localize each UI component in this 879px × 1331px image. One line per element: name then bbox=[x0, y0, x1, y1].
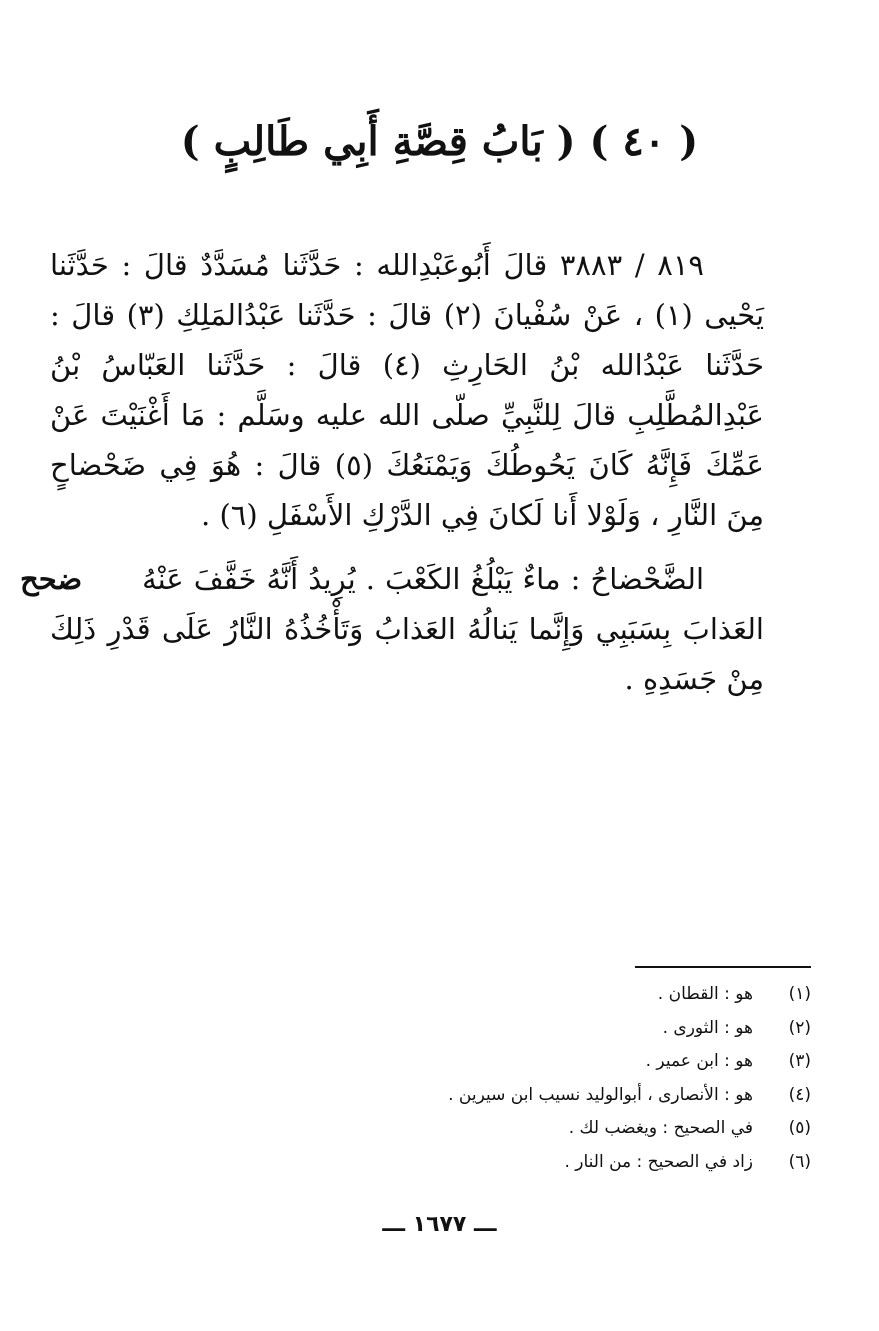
chapter-title: ( ٤٠ ) ( بَابُ قِصَّةِ أَبِي طَالِبٍ ) bbox=[180, 118, 699, 165]
footnote-number: (٥) bbox=[788, 1118, 811, 1138]
hadith-text: ٨١٩ / ٣٨٨٣ قالَ أَبُوعَبْدِالله : حَدَّثَنا مُسَدَّدٌ قالَ : حَدَّثَنا يَحْيى (١) ، عَنْ سُفْيانَ (٢) قالَ : حَدَّثَنا عَبْدُالمَلِكِ (٣) قالَ : حَدَّثَنا عَبْدُالله بْنُ الحَارِثِ (٤) قالَ : حَدَّثَنا العَبّاسُ بْنُ عَبْدِالمُطَّلِبِ قالَ لِلنَّبِيِّ صلّى الله عليه وسَلَّم : مَا أَغْنَيْتَ عَنْ عَمِّكَ فَإِنَّهُ كَانَ يَحُوطُكَ وَيَمْنَعُكَ (٥) قالَ : هُوَ فِي ضَحْضاحٍ مِنَ النَّارِ ، وَلَوْلا أَنا لَكانَ فِي الدَّرْكِ الأَسْفَلِ (٦) . bbox=[50, 248, 765, 532]
gloss-text: الضَّحْضاحُ : ماءٌ يَبْلُغُ الكَعْبَ . يُرِيدُ أَنَّهُ خَفَّفَ عَنْهُ العَذابَ بِسَبَبِي وَإِنَّما يَنالُهُ العَذابُ وَتَأْخُذُهُ النَّارُ عَلَى قَدْرِ ذَلِكَ مِنْ جَسَدِهِ . bbox=[50, 562, 764, 696]
gloss-paragraph bbox=[20, 554, 764, 704]
page-number: ـــ ١٦٧٧ ـــ bbox=[382, 1212, 497, 1237]
footnote-item bbox=[200, 1112, 811, 1146]
main-text bbox=[20, 240, 765, 704]
footnote-number: (٣) bbox=[788, 1051, 811, 1071]
footnote-text: زاد في الصحيح : من النار . bbox=[564, 1151, 753, 1172]
footnote-text: هو : الثورى . bbox=[662, 1017, 753, 1038]
footnote-text: هو : ابن عمير . bbox=[645, 1051, 753, 1071]
footnote-text: في الصحيح : ويغضب لك . bbox=[568, 1118, 753, 1138]
footnote-number: (٤) bbox=[788, 1084, 811, 1105]
footnotes bbox=[200, 978, 811, 1179]
footnote-item bbox=[200, 1045, 811, 1079]
footnote-text: هو : الأنصارى ، أبوالوليد نسيب ابن سيرين . bbox=[448, 1084, 753, 1105]
footnote-item bbox=[200, 1146, 811, 1180]
footnote-separator bbox=[635, 966, 811, 968]
footnote-item bbox=[200, 978, 811, 1012]
footnote-number: (٦) bbox=[788, 1151, 811, 1172]
footnote-item bbox=[200, 1012, 811, 1046]
footnote-text: هو : القطان . bbox=[657, 984, 753, 1004]
footnote-item bbox=[200, 1079, 811, 1113]
gloss-marginal-note: ضحح bbox=[20, 562, 83, 596]
footnote-number: (٢) bbox=[788, 1017, 811, 1038]
footnote-number: (١) bbox=[788, 984, 811, 1004]
